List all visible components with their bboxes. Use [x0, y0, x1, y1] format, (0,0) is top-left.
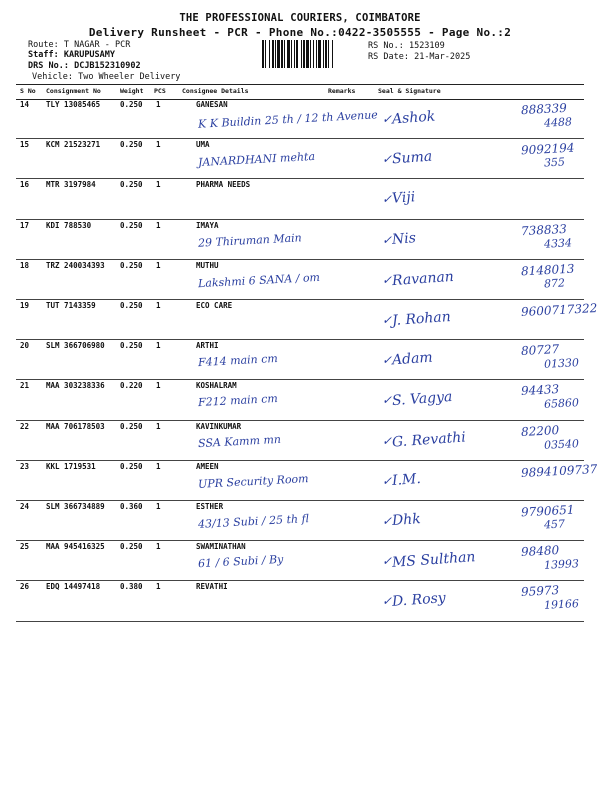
drs-value: DCJB152310902 [74, 61, 141, 71]
row-phone-line2: 355 [543, 155, 566, 170]
row-phone-line2: 4488 [543, 115, 573, 130]
row-recipient-signature: Adam [391, 349, 434, 369]
row-pcs: 1 [156, 502, 161, 511]
row-recipient-signature: D. Rosy [391, 590, 447, 611]
row-handwritten-address: JANARDHANI mehta [197, 150, 316, 170]
row-weight: 0.380 [120, 582, 143, 592]
row-phone-line1: 98480 [520, 543, 560, 560]
row-phone-line2: 01330 [543, 356, 580, 372]
row-phone-line1: 738833 [520, 221, 568, 238]
row-sno: 19 [20, 301, 30, 310]
barcode-bar [303, 40, 305, 68]
row-consignment-no: KKL 1719531 [46, 461, 96, 471]
row-recipient-signature: Ravanan [391, 268, 455, 289]
row-weight: 0.250 [120, 542, 143, 552]
row-phone-line1: 9092194 [520, 140, 575, 158]
check-mark-icon: ✓ [382, 473, 393, 488]
row-handwritten-address: F414 main cm [197, 352, 279, 370]
check-mark-icon: ✓ [382, 433, 393, 448]
staff-line: Staff: KARUPUSAMY [28, 50, 116, 60]
col-consignee: Consignee Details [182, 87, 249, 95]
row-consignee-name: MUTHU [196, 260, 219, 270]
row-sno: 25 [20, 542, 30, 552]
table-row [16, 420, 584, 461]
row-weight: 0.250 [120, 180, 143, 190]
row-phone-line2: 4334 [543, 235, 573, 251]
rs-no-value: 1523109 [408, 41, 445, 51]
row-recipient-signature: Dhk [391, 511, 422, 529]
row-phone-line2: 13993 [543, 557, 580, 573]
barcode-bar [325, 40, 327, 68]
check-mark-icon: ✓ [382, 554, 393, 569]
row-consignee-name: UMA [196, 140, 210, 150]
company-name: THE PROFESSIONAL COURIERS, COIMBATORE [179, 12, 421, 24]
row-consignment-no: KCM 21523271 [46, 140, 101, 150]
rs-no-line: RS No.: 1523109 [368, 41, 445, 51]
col-consignment: Consignment No [46, 87, 101, 95]
row-consignment-no: SLM 366734889 [46, 502, 105, 511]
row-phone-line1: 8148013 [520, 261, 575, 279]
table-row [16, 540, 584, 581]
table-row [16, 500, 584, 541]
table-row [16, 379, 584, 420]
row-pcs: 1 [156, 140, 161, 150]
runsheet-title: Delivery Runsheet - PCR - Phone No.:0422-3505555 - Page No.:2 [88, 26, 512, 39]
row-phone-line2: 65860 [543, 396, 580, 412]
row-consignee-name: AMEEN [196, 461, 219, 471]
row-handwritten-address: Lakshmi 6 SANA / om [197, 270, 321, 290]
row-recipient-signature: G. Revathi [391, 429, 467, 451]
row-consignment-no: KDI 788530 [46, 220, 92, 230]
barcode-bar [316, 40, 317, 68]
check-mark-icon: ✓ [382, 112, 393, 126]
check-mark-icon: ✓ [382, 272, 393, 287]
vehicle-value: Two Wheeler Delivery [78, 72, 181, 82]
row-consignment-no: TRZ 240034393 [46, 260, 105, 270]
row-consignee-name: GANESAN [196, 100, 228, 109]
row-recipient-signature: Nis [391, 229, 417, 248]
col-seal-signature: Seal & Signature [378, 87, 441, 95]
col-sno: S No [20, 87, 36, 95]
rs-date-value: 21-Mar-2025 [414, 52, 471, 62]
row-handwritten-address: K K Buildin 25 th / 12 th Avenue [197, 108, 379, 131]
col-weight: Weight [120, 87, 144, 95]
row-weight: 0.250 [120, 100, 143, 109]
row-handwritten-address: 61 / 6 Subi / By [197, 552, 284, 571]
row-weight: 0.250 [120, 301, 143, 310]
row-consignee-name: ECO CARE [196, 301, 233, 310]
barcode-bar [313, 40, 314, 68]
check-mark-icon: ✓ [382, 353, 393, 368]
row-consignment-no: MAA 303238336 [46, 381, 105, 391]
row-consignee-name: IMAYA [196, 220, 219, 230]
row-weight: 0.250 [120, 461, 143, 471]
barcode-bar [296, 40, 298, 68]
barcode-bar [287, 40, 290, 68]
table-row [16, 259, 584, 300]
row-phone-line1: 95973 [520, 583, 560, 600]
row-phone-line1: 94433 [520, 382, 560, 399]
row-pcs: 1 [156, 260, 161, 270]
barcode-bar [301, 40, 302, 68]
row-consignee-name: KOSHALRAM [196, 381, 237, 391]
check-mark-icon: ✓ [382, 393, 393, 408]
table-row [16, 339, 584, 380]
table-row [16, 219, 584, 260]
row-sno: 21 [20, 381, 30, 391]
row-consignee-name: PHARMA NEEDS [196, 180, 251, 190]
staff-value: KARUPUSAMY [63, 50, 116, 60]
row-weight: 0.220 [120, 381, 143, 391]
row-weight: 0.250 [120, 220, 143, 230]
row-sno: 23 [20, 461, 30, 471]
row-consignment-no: EDQ 14497418 [46, 582, 101, 592]
row-consignment-no: TLY 13085465 [46, 100, 101, 109]
row-sno: 15 [20, 140, 30, 150]
barcode-bar [265, 40, 266, 68]
row-recipient-signature: S. Vagya [391, 389, 453, 410]
barcode-bar [328, 40, 329, 68]
row-recipient-signature: Viji [391, 189, 416, 208]
row-consignee-name: SWAMINATHAN [196, 542, 246, 552]
row-recipient-signature: J. Rohan [391, 308, 452, 330]
row-pcs: 1 [156, 582, 161, 592]
row-phone-line1: 80727 [520, 342, 560, 359]
col-pcs: PCS [154, 87, 166, 95]
row-consignee-name: REVATHI [196, 582, 228, 592]
barcode-bar [281, 40, 283, 68]
row-pcs: 1 [156, 421, 161, 431]
route-line: Route: T NAGAR - PCR [28, 40, 131, 50]
row-weight: 0.250 [120, 140, 143, 150]
barcode-bar [262, 40, 264, 68]
row-consignee-name: ESTHER [196, 502, 224, 511]
row-handwritten-address: 43/13 Subi / 25 th fl [197, 512, 310, 531]
row-phone-line1: 82200 [520, 422, 560, 439]
row-weight: 0.250 [120, 260, 143, 270]
row-phone-line1: 9790651 [520, 502, 575, 520]
col-remarks: Remarks [328, 87, 356, 95]
barcode-bar [332, 40, 333, 68]
row-phone-line1: 9894109737 [520, 461, 598, 480]
barcode-image [262, 40, 362, 68]
row-pcs: 1 [156, 100, 161, 109]
row-phone-line2: 03540 [543, 436, 580, 452]
barcode-bar [277, 40, 280, 68]
row-phone-line1: 9600717322 [520, 301, 598, 319]
row-pcs: 1 [156, 180, 161, 190]
row-recipient-signature: Suma [391, 148, 433, 168]
row-recipient-signature: Ashok [391, 108, 436, 128]
row-sno: 17 [20, 220, 30, 230]
table-row [16, 580, 584, 621]
row-consignment-no: MAA 706178503 [46, 421, 105, 431]
vehicle-line: Vehicle: Two Wheeler Delivery [32, 72, 181, 82]
barcode-bar [310, 40, 311, 68]
barcode-bar [269, 40, 270, 68]
row-sno: 26 [20, 582, 30, 592]
row-pcs: 1 [156, 301, 161, 310]
barcode-bar [275, 40, 276, 68]
barcode-bar [323, 40, 324, 68]
row-sno: 24 [20, 502, 30, 511]
check-mark-icon: ✓ [382, 192, 393, 207]
row-phone-line2: 872 [543, 276, 566, 291]
row-pcs: 1 [156, 542, 161, 552]
row-consignment-no: MTR 3197984 [46, 180, 96, 190]
table-row [16, 138, 584, 179]
row-phone-line2: 457 [543, 517, 566, 532]
row-consignment-no: SLM 366706980 [46, 341, 105, 351]
check-mark-icon: ✓ [382, 594, 393, 609]
row-sno: 18 [20, 260, 30, 270]
row-weight: 0.360 [120, 502, 143, 511]
check-mark-icon: ✓ [382, 514, 393, 528]
row-consignment-no: TUT 7143359 [46, 301, 96, 310]
row-weight: 0.250 [120, 341, 143, 351]
row-consignee-name: ARTHI [196, 341, 219, 351]
row-pcs: 1 [156, 220, 161, 230]
row-pcs: 1 [156, 341, 161, 351]
row-sno: 22 [20, 421, 30, 431]
row-sno: 14 [20, 100, 30, 109]
row-handwritten-address: F212 main cm [197, 392, 279, 410]
check-mark-icon: ✓ [382, 313, 393, 327]
barcode-bar [306, 40, 309, 68]
barcode-bar [284, 40, 285, 68]
row-sno: 16 [20, 180, 30, 190]
check-mark-icon: ✓ [382, 152, 393, 167]
row-weight: 0.250 [120, 421, 143, 431]
row-pcs: 1 [156, 461, 161, 471]
row-consignment-no: MAA 945416325 [46, 542, 105, 552]
route-value: T NAGAR - PCR [63, 40, 131, 50]
barcode-bar [318, 40, 321, 68]
row-pcs: 1 [156, 381, 161, 391]
row-phone-line2: 19166 [543, 597, 580, 613]
row-handwritten-address: UPR Security Room [197, 471, 309, 491]
check-mark-icon: ✓ [382, 232, 393, 247]
row-sno: 20 [20, 341, 30, 351]
table-row [16, 98, 584, 139]
row-consignee-name: KAVINKUMAR [196, 421, 242, 431]
barcode-bar [294, 40, 295, 68]
barcode-bar [291, 40, 292, 68]
table-row [16, 299, 598, 340]
table-row [16, 178, 584, 219]
row-recipient-signature: MS Sulthan [391, 549, 476, 572]
drs-line: DRS No.: DCJB152310902 [28, 61, 141, 71]
rs-date-line: RS Date: 21-Mar-2025 [368, 52, 471, 62]
barcode-bar [272, 40, 274, 68]
row-handwritten-address: SSA Kamm mn [197, 432, 282, 450]
table-row [16, 460, 598, 501]
row-handwritten-address: 29 Thiruman Main [197, 230, 303, 250]
row-phone-line1: 888339 [520, 100, 568, 118]
row-recipient-signature: I.M. [391, 470, 422, 489]
